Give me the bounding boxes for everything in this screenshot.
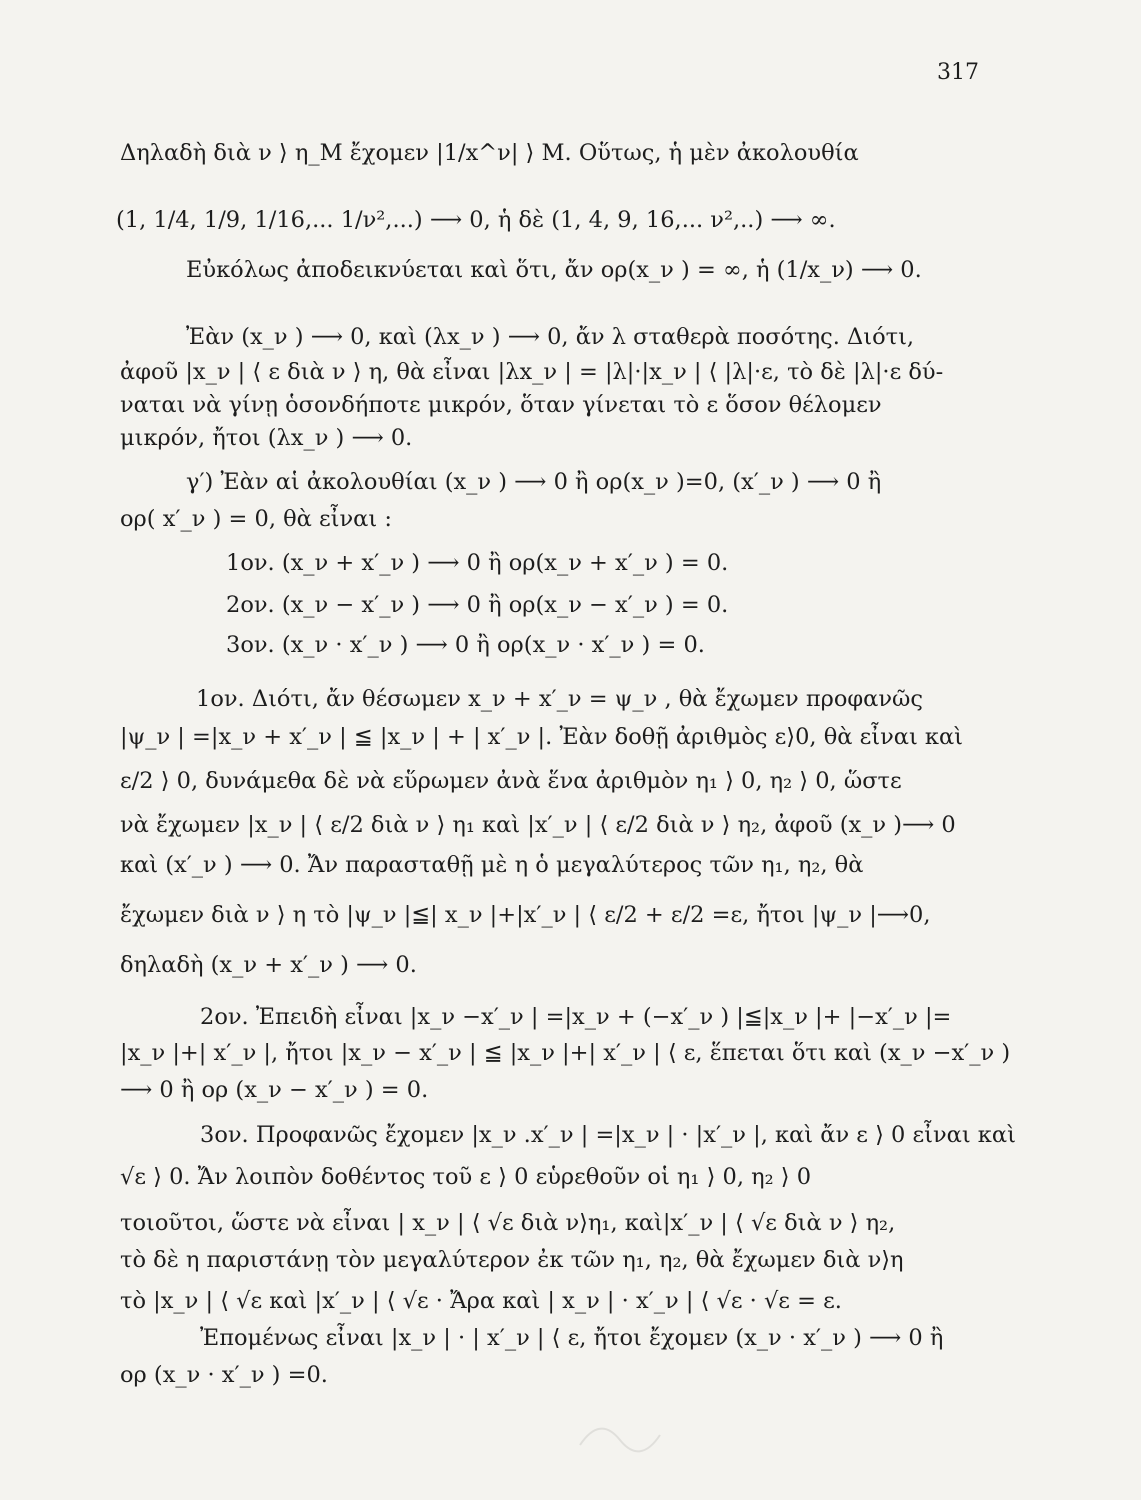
text-line: νὰ ἔχωμεν |x_ν | ⟨ ε/2 διὰ ν ⟩ η₁ καὶ |x′_ν | ⟨ ε/2 διὰ ν ⟩ η₂, ἀφοῦ (x_ν )⟶ 0 bbox=[120, 812, 956, 838]
text-line: γ′) Ἐὰν αἱ ἀκολουθίαι (x_ν ) ⟶ 0 ἢ ορ(x_ν )=0, (x′_ν ) ⟶ 0 ἢ bbox=[186, 469, 882, 495]
text-line: ἀφοῦ |x_ν | ⟨ ε διὰ ν ⟩ η, θὰ εἶναι |λx_ν | = |λ|·|x_ν | ⟨ |λ|·ε, τὸ δὲ |λ|·ε δύ- bbox=[120, 359, 944, 385]
text-line: ορ( x′_ν ) = 0, θὰ εἶναι : bbox=[120, 506, 392, 532]
text-line: (1, 1/4, 1/9, 1/16,... 1/ν²,...) ⟶ 0, ἡ δὲ (1, 4, 9, 16,... ν²,..) ⟶ ∞. bbox=[116, 207, 836, 233]
text-line: 2ον. (x_ν − x′_ν ) ⟶ 0 ἢ ορ(x_ν − x′_ν ) = 0. bbox=[226, 592, 729, 618]
faint-stamp-mark bbox=[560, 1405, 670, 1465]
text-line: |x_ν |+| x′_ν |, ἤτοι |x_ν − x′_ν | ≦ |x_ν |+| x′_ν | ⟨ ε, ἕπεται ὅτι καὶ (x_ν −x′_ν ) bbox=[120, 1040, 1011, 1066]
text-line: 2ον. Ἐπειδὴ εἶναι |x_ν −x′_ν | =|x_ν + (−x′_ν ) |≦|x_ν |+ |−x′_ν |= bbox=[200, 1004, 952, 1030]
text-line: δηλαδὴ (x_ν + x′_ν ) ⟶ 0. bbox=[120, 952, 417, 978]
text-line: Εὐκόλως ἀποδεικνύεται καὶ ὅτι, ἄν ορ(x_ν ) = ∞, ἡ (1/x_ν) ⟶ 0. bbox=[186, 257, 922, 283]
text-line: ⟶ 0 ἢ ορ (x_ν − x′_ν ) = 0. bbox=[120, 1077, 429, 1103]
text-line: ε/2 ⟩ 0, δυνάμεθα δὲ νὰ εὕρωμεν ἀνὰ ἕνα ἀριθμὸν η₁ ⟩ 0, η₂ ⟩ 0, ὥστε bbox=[120, 768, 902, 794]
page-number: 317 bbox=[937, 60, 979, 85]
text-line: |ψ_ν | =|x_ν + x′_ν | ≦ |x_ν | + | x′_ν |. Ἐὰν δοθῇ ἀριθμὸς ε⟩0, θὰ εἶναι καὶ bbox=[120, 724, 963, 750]
text-line: ναται νὰ γίνῃ ὁσονδήποτε μικρόν, ὅταν γίνεται τὸ ε ὅσον θέλομεν bbox=[120, 392, 882, 418]
text-line: μικρόν, ἤτοι (λx_ν ) ⟶ 0. bbox=[120, 425, 413, 451]
text-line: Δηλαδὴ διὰ ν ⟩ η_M ἔχομεν |1/x^ν| ⟩ Μ. Οὕτως, ἡ μὲν ἀκολουθία bbox=[120, 140, 859, 166]
text-line: τὸ δὲ η παριστάνῃ τὸν μεγαλύτερον ἐκ τῶν η₁, η₂, θὰ ἔχωμεν διὰ ν⟩η bbox=[120, 1247, 904, 1273]
text-line: 3ον. Προφανῶς ἔχομεν |x_ν .x′_ν | =|x_ν | · |x′_ν |, καὶ ἄν ε ⟩ 0 εἶναι καὶ bbox=[200, 1122, 1016, 1148]
text-line: τὸ |x_ν | ⟨ √ε καὶ |x′_ν | ⟨ √ε · Ἄρα καὶ | x_ν | · x′_ν | ⟨ √ε · √ε = ε. bbox=[120, 1288, 842, 1314]
text-line: ορ (x_ν · x′_ν ) =0. bbox=[120, 1362, 328, 1388]
text-line: ἔχωμεν διὰ ν ⟩ η τὸ |ψ_ν |≦| x_ν |+|x′_ν | ⟨ ε/2 + ε/2 =ε, ἤτοι |ψ_ν |⟶0, bbox=[120, 902, 931, 928]
text-line: Ἐὰν (x_ν ) ⟶ 0, καὶ (λx_ν ) ⟶ 0, ἄν λ σταθερὰ ποσότης. Διότι, bbox=[186, 324, 915, 350]
text-line: τοιοῦτοι, ὥστε νὰ εἶναι | x_ν | ⟨ √ε διὰ ν⟩η₁, καὶ|x′_ν | ⟨ √ε διὰ ν ⟩ η₂, bbox=[120, 1210, 896, 1236]
text-line: 3ον. (x_ν · x′_ν ) ⟶ 0 ἢ ορ(x_ν · x′_ν ) = 0. bbox=[226, 632, 705, 658]
text-line: 1ον. Διότι, ἄν θέσωμεν x_ν + x′_ν = ψ_ν , θὰ ἔχωμεν προφανῶς bbox=[196, 686, 923, 712]
text-line: καὶ (x′_ν ) ⟶ 0. Ἄν παρασταθῇ μὲ η ὁ μεγαλύτερος τῶν η₁, η₂, θὰ bbox=[120, 852, 864, 878]
text-line: 1ον. (x_ν + x′_ν ) ⟶ 0 ἢ ορ(x_ν + x′_ν ) = 0. bbox=[226, 550, 729, 576]
text-line: Ἐπομένως εἶναι |x_ν | · | x′_ν | ⟨ ε, ἤτοι ἔχομεν (x_ν · x′_ν ) ⟶ 0 ἢ bbox=[200, 1325, 944, 1351]
text-line: √ε ⟩ 0. Ἄν λοιπὸν δοθέντος τοῦ ε ⟩ 0 εὑρεθοῦν οἱ η₁ ⟩ 0, η₂ ⟩ 0 bbox=[120, 1164, 812, 1190]
